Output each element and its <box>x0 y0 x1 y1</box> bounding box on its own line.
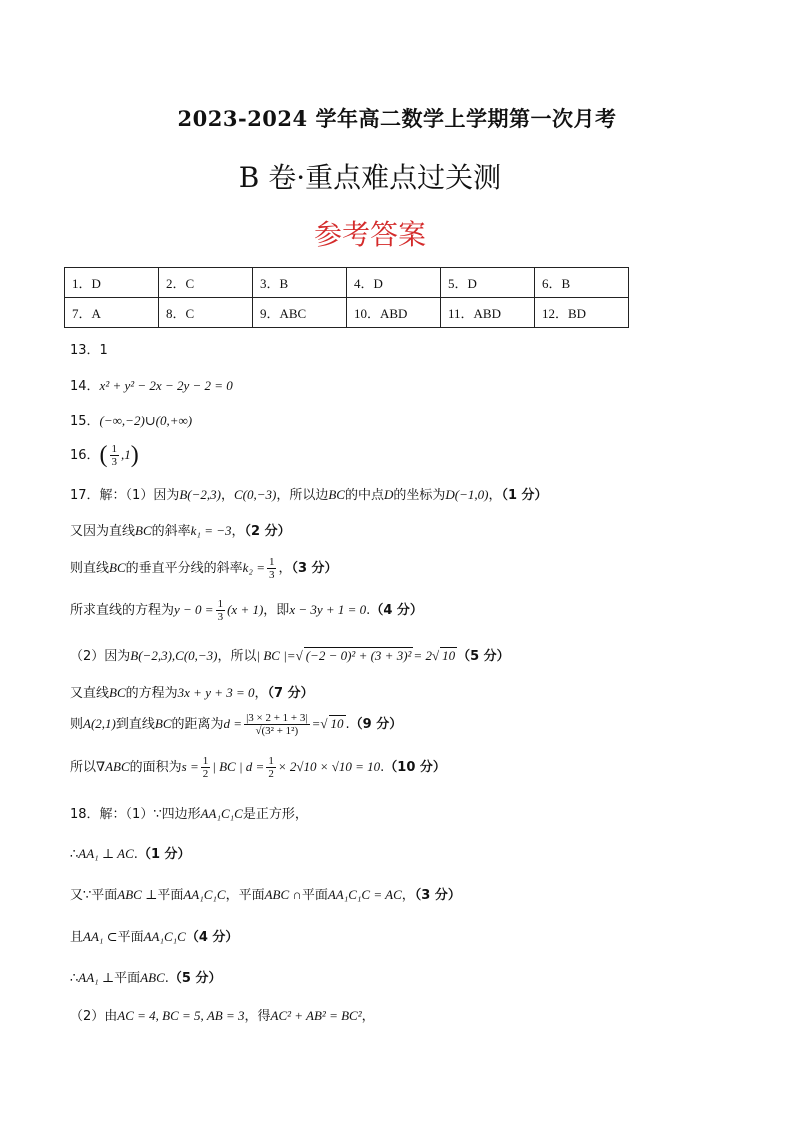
fraction <box>244 712 310 737</box>
formula: (−2 − 0)² + (3 + 3)² <box>305 648 412 663</box>
text: ， <box>401 888 415 903</box>
text: ，所以 <box>217 649 257 664</box>
answer-cell: 9．ABC <box>253 298 347 328</box>
numerator: 1 <box>268 556 275 568</box>
numerator: 1 <box>217 598 224 610</box>
q17-line-2 <box>70 520 291 539</box>
q17-line-8 <box>70 755 446 780</box>
denominator: 3 <box>217 611 224 623</box>
formula: (x + 1) <box>227 602 264 617</box>
score-mark: （1 分） <box>137 847 191 862</box>
formula: = 2 <box>413 648 432 663</box>
score-mark: （4 分） <box>185 930 239 945</box>
answer-15 <box>70 410 192 429</box>
formula: C(0,−3) <box>233 487 277 502</box>
numerator: 1 <box>268 755 274 767</box>
text: 的坐标为 <box>393 488 446 503</box>
formula: AC² + AB² = BC² <box>270 1008 362 1023</box>
q18-line-4 <box>70 926 238 945</box>
fraction <box>266 755 276 780</box>
formula: AA₁ ⊥ <box>78 970 115 985</box>
answer-cell: 5．D <box>441 268 535 298</box>
answer-cell: 10．ABD <box>347 298 441 328</box>
text: ， <box>231 524 245 539</box>
q17-line-4 <box>70 598 423 623</box>
score-mark: （3 分） <box>414 888 461 903</box>
formula: y − 0 = <box>174 602 214 617</box>
text: ， <box>361 1009 375 1024</box>
formula: BC <box>109 560 126 575</box>
fraction <box>110 443 120 468</box>
sqrt-sign: √ <box>320 716 328 731</box>
formula: ABC ⊥ <box>117 887 158 902</box>
formula: AA₁ ⊂ <box>83 929 118 944</box>
answer-16 <box>70 442 139 469</box>
text: ∴ <box>70 971 79 986</box>
formula: D(−1,0) <box>445 487 489 502</box>
fraction <box>201 755 211 780</box>
q18-line-6 <box>70 1005 375 1024</box>
formula: AA₁ ⊥ AC <box>78 846 134 861</box>
answer-cell: 7．A <box>65 298 159 328</box>
formula: B(−2,3),C(0,−3) <box>130 648 218 663</box>
text: . <box>345 717 350 732</box>
text: 平面 <box>117 930 144 945</box>
formula: ,1 <box>121 447 131 462</box>
text: 且 <box>70 930 84 945</box>
text: . <box>133 847 138 862</box>
numerator: |3 × 2 + 1 + 3| <box>246 712 308 724</box>
exam-subtitle: B 卷·重点难点过关测 <box>238 161 502 194</box>
question-number: 14． <box>70 379 100 394</box>
table-row <box>65 298 629 328</box>
score-mark: （7 分） <box>267 686 314 701</box>
numerator: 1 <box>111 443 118 455</box>
formula: = <box>311 716 321 731</box>
q18-line-5 <box>70 967 221 986</box>
text: . <box>164 971 169 986</box>
text: 平面 <box>157 888 184 903</box>
q17-line-1 <box>70 484 548 503</box>
answer-cell: 6．B <box>535 268 629 298</box>
text: 平面 <box>301 888 328 903</box>
formula: 10 <box>330 716 344 731</box>
formula: A(2,1) <box>83 716 116 731</box>
answer-key-heading: 参考答案 <box>313 218 426 251</box>
answer-table <box>64 267 629 328</box>
formula: 10 <box>442 648 456 663</box>
q17-line-7 <box>70 712 402 737</box>
formula: BC <box>154 716 172 731</box>
formula: AC = 4, BC = 5, AB = 3 <box>117 1008 245 1023</box>
text: 的垂直平分线的斜率 <box>125 561 243 576</box>
formula: BC <box>109 685 126 700</box>
score-mark: （3 分） <box>291 561 338 576</box>
formula: | BC |= <box>256 648 296 663</box>
sqrt-sign: √ <box>295 648 303 663</box>
formula: ABC ∩ <box>264 887 302 902</box>
formula: k₂ = <box>242 560 265 575</box>
text: ，得 <box>244 1009 271 1024</box>
table-row <box>65 268 629 298</box>
denominator: 3 <box>111 456 118 468</box>
formula: x − 3y + 1 = 0 <box>289 602 367 617</box>
fraction <box>216 598 226 623</box>
formula: B(−2,3) <box>179 487 221 502</box>
formula: d = <box>223 716 243 731</box>
text: ，即 <box>263 603 290 618</box>
q18-line-2 <box>70 843 191 862</box>
text: 所以 <box>70 760 97 775</box>
score-mark: （5 分） <box>168 971 222 986</box>
score-mark: （1 分） <box>501 488 548 503</box>
text: 平面 <box>114 971 141 986</box>
question-number: 15． <box>70 414 100 429</box>
answer-cell: 11．ABD <box>441 298 535 328</box>
formula: × 2√10 × √10 = 10 <box>277 759 381 774</box>
numerator: 1 <box>202 755 209 767</box>
text: ， <box>254 686 268 701</box>
answer-cell: 2．C <box>159 268 253 298</box>
score-mark: （2 分） <box>244 524 291 539</box>
score-mark: （9 分） <box>349 717 403 732</box>
answer-cell: 1．D <box>65 268 159 298</box>
text: 又因为直线 <box>70 524 136 539</box>
formula: s = <box>181 759 199 774</box>
formula: AA₁C₁C = AC <box>327 887 402 902</box>
formula: D <box>383 487 394 502</box>
question-number: 16． <box>70 448 100 463</box>
answer-cell: 12．BD <box>535 298 629 328</box>
text: 的面积为 <box>129 760 182 775</box>
score-mark: （5 分） <box>457 649 510 664</box>
denominator: √(3² + 1²) <box>255 725 299 737</box>
text: 所求直线的方程为 <box>70 603 175 618</box>
text: 18．解：（1）∵四边形 <box>70 807 201 822</box>
answer-cell: 8．C <box>159 298 253 328</box>
exam-title: 2023-2024 学年高二数学上学期第一次月考 <box>177 106 617 131</box>
q17-line-6 <box>70 682 314 701</box>
answer-13 <box>70 339 108 358</box>
denominator: 2 <box>202 768 209 780</box>
text: 是正方形， <box>242 807 308 822</box>
answer-14 <box>70 375 233 394</box>
formula: BC <box>328 487 345 502</box>
formula: ∇ABC <box>96 759 130 774</box>
text: ，平面 <box>225 888 265 903</box>
text: （2）因为 <box>70 649 131 664</box>
score-mark: （10 分） <box>384 760 446 775</box>
text: ∴ <box>70 847 79 862</box>
text: 则直线 <box>70 561 110 576</box>
formula: | BC | d = <box>212 759 265 774</box>
denominator: 2 <box>268 768 274 780</box>
formula: ABC <box>140 970 165 985</box>
text: 的方程为 <box>125 686 178 701</box>
paren-close: ) <box>130 442 139 468</box>
fraction <box>267 556 277 581</box>
text: 的距离为 <box>171 717 224 732</box>
sqrt-sign: √ <box>431 648 440 663</box>
formula: AA₁C₁C <box>143 929 186 944</box>
paren-open: ( <box>99 442 108 468</box>
q18-line-3 <box>70 884 461 903</box>
formula: BC <box>135 523 152 538</box>
formula: k₁ = −3 <box>190 523 232 538</box>
q17-line-3 <box>70 556 338 581</box>
text: ， <box>278 561 292 576</box>
text: 到直线 <box>115 717 155 732</box>
text: 又直线 <box>70 686 110 701</box>
denominator: 3 <box>268 569 275 581</box>
q18-line-1 <box>70 803 308 822</box>
formula: 3x + y + 3 = 0 <box>177 685 255 700</box>
formula: x² + y² − 2x − 2y − 2 = 0 <box>99 378 233 393</box>
text: 的中点 <box>344 488 384 503</box>
text: 则 <box>70 717 84 732</box>
text: （2）由 <box>70 1009 118 1024</box>
text: . <box>380 760 385 775</box>
formula: AA₁C₁C <box>183 887 226 902</box>
answer-text: 13．1 <box>70 343 108 358</box>
text: ， <box>488 488 502 503</box>
answer-cell: 4．D <box>347 268 441 298</box>
text: 17．解：（1）因为 <box>70 488 180 503</box>
text: ，所以边 <box>276 488 329 503</box>
text: . <box>366 603 371 618</box>
text: 又∵平面 <box>70 888 118 903</box>
text: 的斜率 <box>151 524 191 539</box>
formula: AA₁C₁C <box>200 806 243 821</box>
text: ， <box>220 488 234 503</box>
answer-cell: 3．B <box>253 268 347 298</box>
q17-line-5 <box>70 645 510 664</box>
formula: (−∞,−2)∪(0,+∞) <box>99 413 193 428</box>
score-mark: （4 分） <box>370 603 423 618</box>
